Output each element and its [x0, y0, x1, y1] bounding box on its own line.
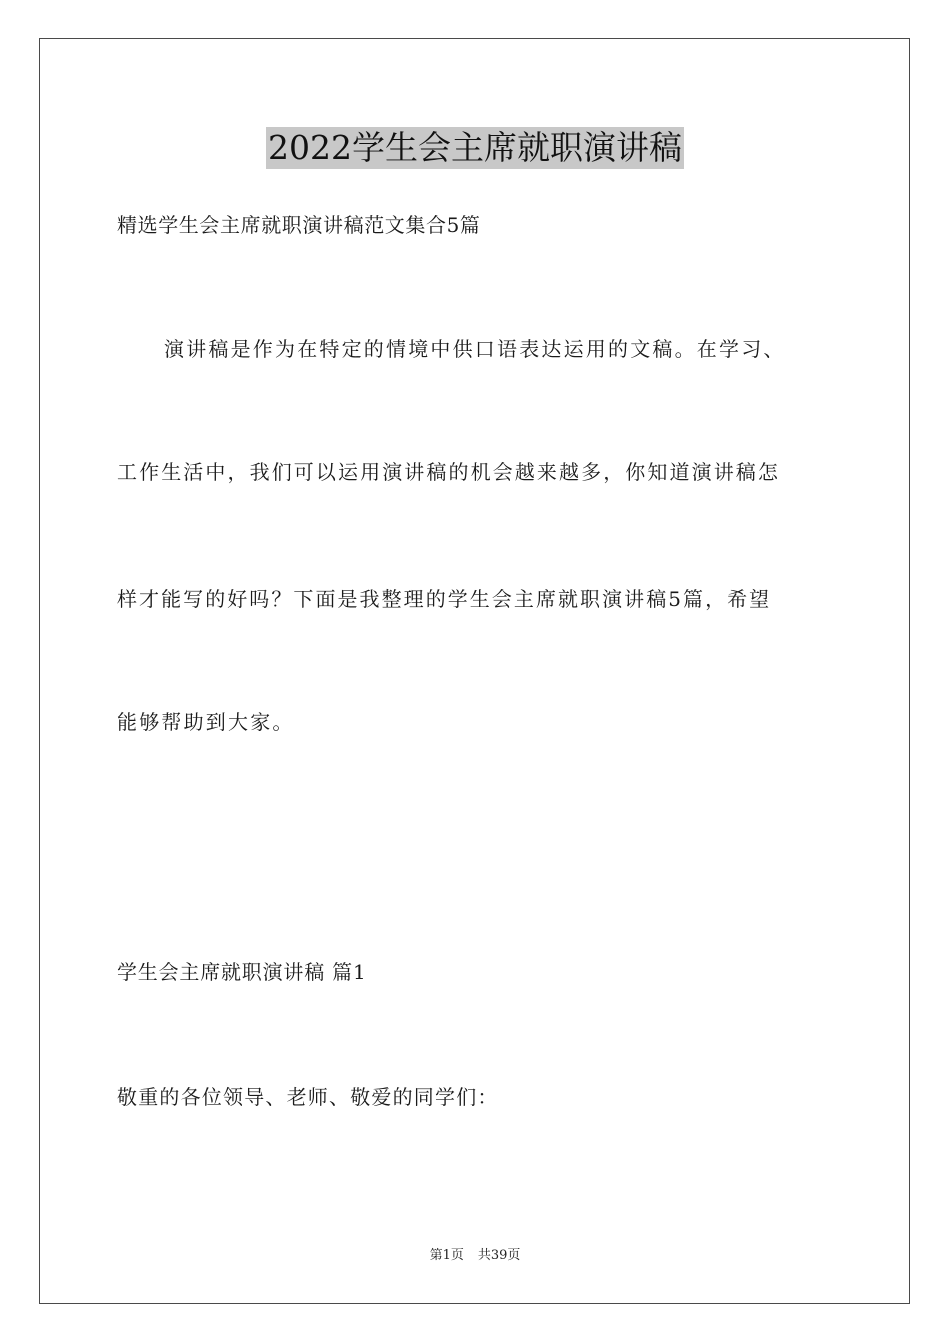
page-number: 第1页	[429, 1248, 464, 1263]
title-container	[0, 127, 950, 169]
document-title: 2022学生会主席就职演讲稿	[268, 128, 682, 167]
salutation-line: 敬重的各位领导、老师、敬爱的同学们：	[117, 1085, 499, 1109]
page-footer	[0, 1247, 950, 1265]
intro-paragraph-line-2: 工作生活中，我们可以运用演讲稿的机会越来越多，你知道演讲稿怎	[117, 460, 780, 484]
section-heading: 学生会主席就职演讲稿 篇1	[117, 960, 367, 984]
intro-paragraph-line-3: 样才能写的好吗？下面是我整理的学生会主席就职演讲稿5篇，希望	[117, 587, 772, 611]
intro-paragraph-line-4: 能够帮助到大家。	[117, 710, 295, 734]
intro-paragraph-line-1: 演讲稿是作为在特定的情境中供口语表达运用的文稿。在学习、	[164, 337, 786, 361]
document-subtitle: 精选学生会主席就职演讲稿范文集合5篇	[117, 213, 481, 237]
page-total: 共39页	[477, 1248, 521, 1263]
